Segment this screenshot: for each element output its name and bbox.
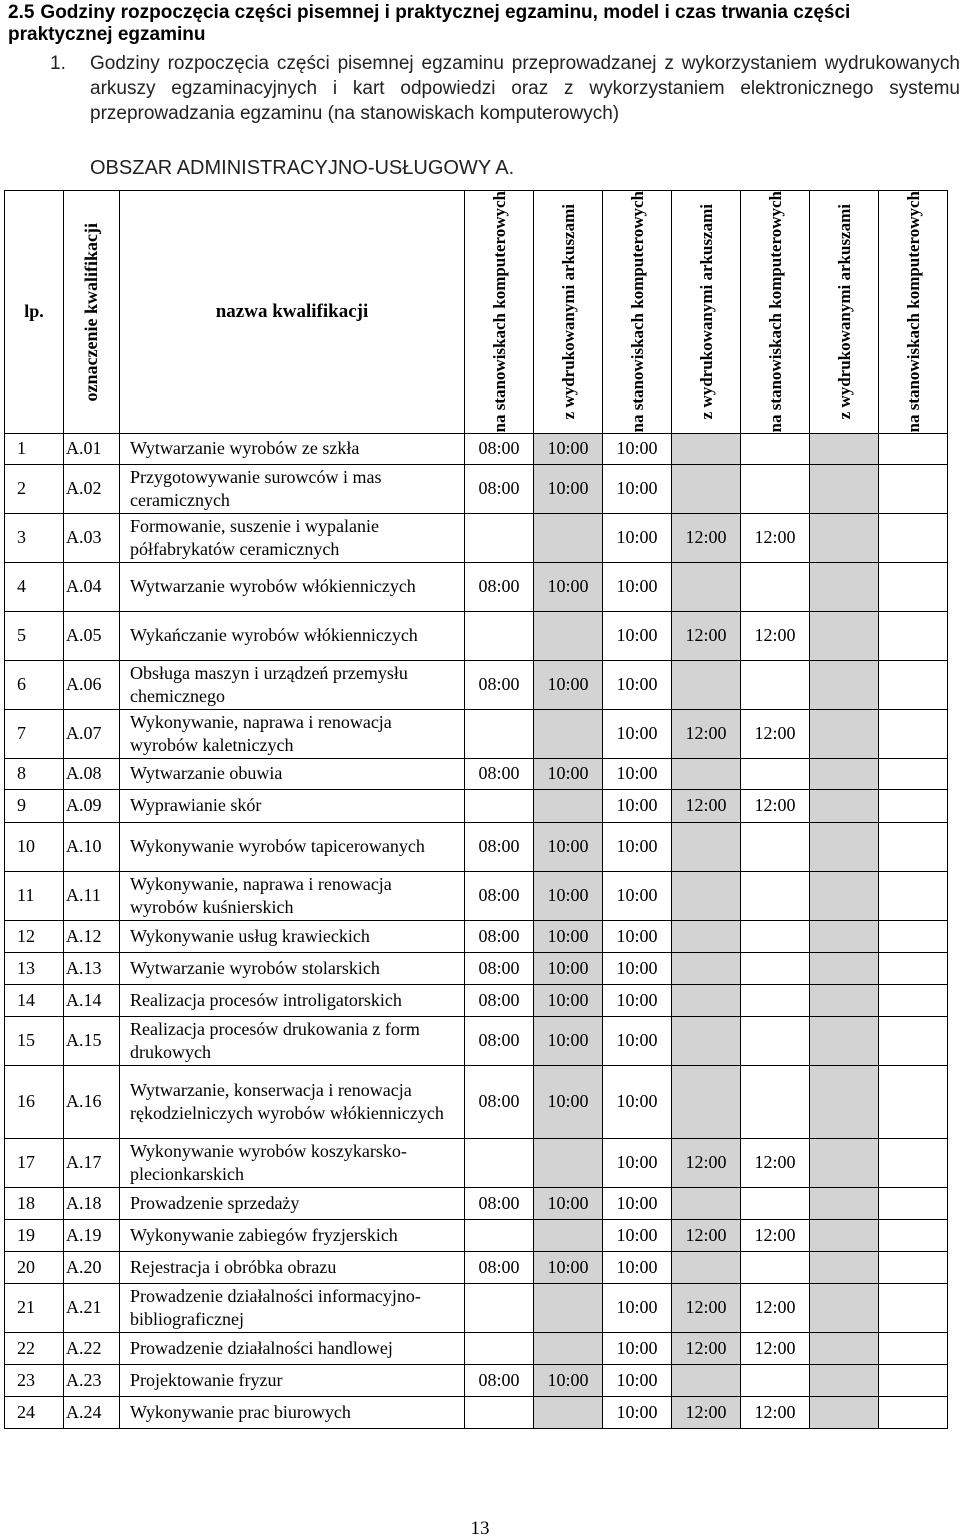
row-name: Wyprawianie skór <box>120 789 465 822</box>
row-time-col-2: 10:00 <box>534 1364 603 1396</box>
row-time-col-6 <box>810 464 879 513</box>
row-time-col-3: 10:00 <box>603 1187 672 1219</box>
row-time-col-2: 10:00 <box>534 1251 603 1283</box>
row-time-col-2 <box>534 513 603 562</box>
row-time-col-7 <box>879 758 948 789</box>
row-time-col-4 <box>672 822 741 871</box>
row-time-col-1: 08:00 <box>465 1364 534 1396</box>
row-time-col-6 <box>810 789 879 822</box>
row-time-col-1 <box>465 789 534 822</box>
row-time-col-6 <box>810 1251 879 1283</box>
row-time-col-4 <box>672 1251 741 1283</box>
row-time-col-5 <box>741 758 810 789</box>
row-time-col-6 <box>810 920 879 952</box>
header-col-3: na stanowiskach komputerowych <box>603 191 672 434</box>
row-code: A.10 <box>64 822 120 871</box>
table-row <box>5 758 948 789</box>
row-time-col-5 <box>741 1016 810 1065</box>
row-time-col-2: 10:00 <box>534 660 603 709</box>
row-name: Realizacja procesów drukowania z form drukowych <box>120 1016 465 1065</box>
header-col-6: z wydrukowanymi arkuszami <box>810 191 879 434</box>
row-time-col-5 <box>741 660 810 709</box>
row-time-col-2 <box>534 1332 603 1364</box>
row-time-col-6 <box>810 952 879 984</box>
row-time-col-1 <box>465 1332 534 1364</box>
row-name: Wykonywanie, naprawa i renowacja wyrobów kuśnierskich <box>120 871 465 920</box>
row-time-col-7 <box>879 464 948 513</box>
row-time-col-7 <box>879 562 948 611</box>
row-time-col-4 <box>672 1065 741 1138</box>
row-time-col-7 <box>879 1016 948 1065</box>
row-code: A.05 <box>64 611 120 660</box>
row-time-col-7 <box>879 920 948 952</box>
row-name: Wytwarzanie wyrobów ze szkła <box>120 433 465 464</box>
table-row <box>5 433 948 464</box>
header-qualification-name: nazwa kwalifikacji <box>120 191 465 434</box>
row-time-col-6 <box>810 562 879 611</box>
row-time-col-2: 10:00 <box>534 822 603 871</box>
row-time-col-3: 10:00 <box>603 952 672 984</box>
row-time-col-2 <box>534 611 603 660</box>
row-lp: 23 <box>5 1364 64 1396</box>
row-time-col-2: 10:00 <box>534 464 603 513</box>
row-lp: 12 <box>5 920 64 952</box>
table-row <box>5 952 948 984</box>
row-code: A.04 <box>64 562 120 611</box>
row-time-col-2 <box>534 1283 603 1332</box>
row-time-col-2: 10:00 <box>534 984 603 1016</box>
row-name: Obsługa maszyn i urządzeń przemysłu chemicznego <box>120 660 465 709</box>
row-time-col-1: 08:00 <box>465 433 534 464</box>
row-time-col-2: 10:00 <box>534 920 603 952</box>
row-time-col-3: 10:00 <box>603 464 672 513</box>
row-time-col-3: 10:00 <box>603 984 672 1016</box>
table-row <box>5 1251 948 1283</box>
row-name: Projektowanie fryzur <box>120 1364 465 1396</box>
row-time-col-4: 12:00 <box>672 1283 741 1332</box>
row-code: A.21 <box>64 1283 120 1332</box>
row-time-col-3: 10:00 <box>603 709 672 758</box>
row-time-col-6 <box>810 1283 879 1332</box>
row-time-col-7 <box>879 513 948 562</box>
row-time-col-4: 12:00 <box>672 789 741 822</box>
table-row <box>5 920 948 952</box>
row-name: Wytwarzanie obuwia <box>120 758 465 789</box>
row-time-col-7 <box>879 1283 948 1332</box>
row-time-col-3: 10:00 <box>603 871 672 920</box>
row-code: A.03 <box>64 513 120 562</box>
row-time-col-6 <box>810 1187 879 1219</box>
table-row <box>5 660 948 709</box>
row-time-col-6 <box>810 1219 879 1251</box>
row-time-col-6 <box>810 1396 879 1428</box>
row-time-col-3: 10:00 <box>603 1332 672 1364</box>
row-name: Wytwarzanie wyrobów stolarskich <box>120 952 465 984</box>
row-time-col-4 <box>672 952 741 984</box>
row-time-col-7 <box>879 1251 948 1283</box>
row-name: Wykańczanie wyrobów włókienniczych <box>120 611 465 660</box>
row-time-col-5 <box>741 1251 810 1283</box>
row-code: A.20 <box>64 1251 120 1283</box>
row-time-col-4: 12:00 <box>672 1332 741 1364</box>
row-name: Wykonywanie, naprawa i renowacja wyrobów kaletniczych <box>120 709 465 758</box>
row-time-col-2: 10:00 <box>534 1065 603 1138</box>
row-code: A.17 <box>64 1138 120 1187</box>
row-code: A.08 <box>64 758 120 789</box>
row-time-col-1: 08:00 <box>465 1016 534 1065</box>
row-code: A.07 <box>64 709 120 758</box>
row-time-col-4: 12:00 <box>672 1219 741 1251</box>
row-time-col-7 <box>879 1187 948 1219</box>
row-code: A.23 <box>64 1364 120 1396</box>
row-time-col-5: 12:00 <box>741 611 810 660</box>
row-name: Przygotowywanie surowców i mas ceramicznych <box>120 464 465 513</box>
row-time-col-1 <box>465 1138 534 1187</box>
row-time-col-2: 10:00 <box>534 758 603 789</box>
row-time-col-5 <box>741 871 810 920</box>
row-time-col-1: 08:00 <box>465 822 534 871</box>
row-time-col-3: 10:00 <box>603 1396 672 1428</box>
row-time-col-3: 10:00 <box>603 1138 672 1187</box>
row-name: Wykonywanie wyrobów koszykarsko-plecionkarskich <box>120 1138 465 1187</box>
list-item-1 <box>50 51 960 126</box>
row-code: A.06 <box>64 660 120 709</box>
row-time-col-1: 08:00 <box>465 464 534 513</box>
row-lp: 22 <box>5 1332 64 1364</box>
row-code: A.11 <box>64 871 120 920</box>
table-body <box>5 433 948 1428</box>
row-time-col-5: 12:00 <box>741 1283 810 1332</box>
row-name: Wytwarzanie, konserwacja i renowacja rękodzielniczych wyrobów włókienniczych <box>120 1065 465 1138</box>
row-time-col-7 <box>879 871 948 920</box>
row-time-col-2: 10:00 <box>534 952 603 984</box>
row-time-col-7 <box>879 984 948 1016</box>
header-col-4: z wydrukowanymi arkuszami <box>672 191 741 434</box>
row-time-col-1 <box>465 1219 534 1251</box>
row-time-col-3: 10:00 <box>603 433 672 464</box>
row-time-col-1: 08:00 <box>465 1187 534 1219</box>
row-time-col-2 <box>534 709 603 758</box>
row-time-col-6 <box>810 1364 879 1396</box>
row-lp: 15 <box>5 1016 64 1065</box>
row-code: A.24 <box>64 1396 120 1428</box>
row-time-col-2: 10:00 <box>534 562 603 611</box>
row-lp: 1 <box>5 433 64 464</box>
row-code: A.01 <box>64 433 120 464</box>
row-time-col-1 <box>465 1396 534 1428</box>
row-name: Realizacja procesów introligatorskich <box>120 984 465 1016</box>
row-time-col-3: 10:00 <box>603 789 672 822</box>
row-time-col-5 <box>741 1065 810 1138</box>
row-lp: 24 <box>5 1396 64 1428</box>
row-time-col-7 <box>879 822 948 871</box>
row-time-col-4 <box>672 758 741 789</box>
table-row <box>5 1396 948 1428</box>
table-row <box>5 822 948 871</box>
row-time-col-4 <box>672 464 741 513</box>
row-time-col-3: 10:00 <box>603 660 672 709</box>
row-time-col-1: 08:00 <box>465 758 534 789</box>
row-lp: 21 <box>5 1283 64 1332</box>
row-name: Wytwarzanie wyrobów włókienniczych <box>120 562 465 611</box>
row-lp: 8 <box>5 758 64 789</box>
row-time-col-1: 08:00 <box>465 1065 534 1138</box>
row-time-col-3: 10:00 <box>603 920 672 952</box>
row-time-col-4 <box>672 1187 741 1219</box>
row-time-col-5: 12:00 <box>741 513 810 562</box>
row-name: Prowadzenie sprzedaży <box>120 1187 465 1219</box>
table-header-row <box>5 191 948 434</box>
row-time-col-7 <box>879 789 948 822</box>
row-code: A.18 <box>64 1187 120 1219</box>
row-time-col-5 <box>741 984 810 1016</box>
row-time-col-4 <box>672 562 741 611</box>
table-row <box>5 871 948 920</box>
row-code: A.19 <box>64 1219 120 1251</box>
row-name: Wykonywanie usług krawieckich <box>120 920 465 952</box>
row-lp: 18 <box>5 1187 64 1219</box>
table-row <box>5 1065 948 1138</box>
table-row <box>5 984 948 1016</box>
row-name: Rejestracja i obróbka obrazu <box>120 1251 465 1283</box>
table-row <box>5 464 948 513</box>
row-lp: 6 <box>5 660 64 709</box>
row-code: A.15 <box>64 1016 120 1065</box>
row-name: Wykonywanie wyrobów tapicerowanych <box>120 822 465 871</box>
row-time-col-2: 10:00 <box>534 433 603 464</box>
row-time-col-6 <box>810 822 879 871</box>
row-time-col-5 <box>741 1187 810 1219</box>
row-time-col-3: 10:00 <box>603 758 672 789</box>
row-time-col-4 <box>672 660 741 709</box>
row-lp: 5 <box>5 611 64 660</box>
row-lp: 13 <box>5 952 64 984</box>
row-time-col-3: 10:00 <box>603 1283 672 1332</box>
row-time-col-2: 10:00 <box>534 1016 603 1065</box>
row-time-col-1 <box>465 709 534 758</box>
table-row <box>5 513 948 562</box>
row-time-col-6 <box>810 433 879 464</box>
row-time-col-7 <box>879 1138 948 1187</box>
row-time-col-2 <box>534 789 603 822</box>
row-name: Prowadzenie działalności informacyjno-bibliograficznej <box>120 1283 465 1332</box>
row-time-col-7 <box>879 1332 948 1364</box>
row-time-col-4 <box>672 920 741 952</box>
row-time-col-4 <box>672 871 741 920</box>
table-row <box>5 789 948 822</box>
header-qualification-code: oznaczenie kwalifikacji <box>64 191 120 434</box>
row-time-col-7 <box>879 1065 948 1138</box>
row-time-col-2 <box>534 1138 603 1187</box>
header-col-5: na stanowiskach komputerowych <box>741 191 810 434</box>
row-time-col-4 <box>672 433 741 464</box>
row-time-col-5: 12:00 <box>741 1138 810 1187</box>
row-name: Wykonywanie prac biurowych <box>120 1396 465 1428</box>
row-time-col-7 <box>879 433 948 464</box>
row-time-col-6 <box>810 1332 879 1364</box>
row-time-col-4: 12:00 <box>672 513 741 562</box>
row-code: A.13 <box>64 952 120 984</box>
table-row <box>5 1219 948 1251</box>
row-time-col-2 <box>534 1219 603 1251</box>
row-lp: 16 <box>5 1065 64 1138</box>
row-time-col-7 <box>879 1219 948 1251</box>
section-heading <box>8 2 958 46</box>
row-time-col-1: 08:00 <box>465 871 534 920</box>
row-time-col-6 <box>810 709 879 758</box>
row-lp: 2 <box>5 464 64 513</box>
row-time-col-3: 10:00 <box>603 822 672 871</box>
row-lp: 4 <box>5 562 64 611</box>
row-time-col-7 <box>879 660 948 709</box>
row-code: A.14 <box>64 984 120 1016</box>
row-time-col-3: 10:00 <box>603 562 672 611</box>
table-row <box>5 1332 948 1364</box>
row-time-col-6 <box>810 513 879 562</box>
row-time-col-6 <box>810 660 879 709</box>
row-code: A.16 <box>64 1065 120 1138</box>
row-time-col-4: 12:00 <box>672 611 741 660</box>
row-time-col-4: 12:00 <box>672 1138 741 1187</box>
row-time-col-3: 10:00 <box>603 1251 672 1283</box>
row-time-col-5 <box>741 822 810 871</box>
row-time-col-3: 10:00 <box>603 1016 672 1065</box>
row-time-col-4: 12:00 <box>672 709 741 758</box>
row-time-col-6 <box>810 984 879 1016</box>
row-time-col-2 <box>534 1396 603 1428</box>
schedule-table <box>4 190 948 1429</box>
row-time-col-1 <box>465 513 534 562</box>
table-row <box>5 709 948 758</box>
row-time-col-1: 08:00 <box>465 984 534 1016</box>
row-time-col-6 <box>810 871 879 920</box>
header-col-7: na stanowiskach komputerowych <box>879 191 948 434</box>
row-time-col-1: 08:00 <box>465 1251 534 1283</box>
row-time-col-3: 10:00 <box>603 611 672 660</box>
row-time-col-3: 10:00 <box>603 1065 672 1138</box>
row-time-col-1: 08:00 <box>465 920 534 952</box>
row-time-col-7 <box>879 709 948 758</box>
row-time-col-5: 12:00 <box>741 789 810 822</box>
row-lp: 17 <box>5 1138 64 1187</box>
header-lp: lp. <box>5 191 64 434</box>
table-row <box>5 1187 948 1219</box>
row-lp: 14 <box>5 984 64 1016</box>
row-time-col-7 <box>879 1396 948 1428</box>
page-number: 13 <box>470 1518 490 1539</box>
row-lp: 3 <box>5 513 64 562</box>
row-time-col-6 <box>810 1016 879 1065</box>
row-time-col-5 <box>741 433 810 464</box>
table-row <box>5 1283 948 1332</box>
area-title: OBSZAR ADMINISTRACYJNO-USŁUGOWY A. <box>90 157 515 179</box>
list-item-number: 1. <box>50 53 66 74</box>
row-time-col-2: 10:00 <box>534 871 603 920</box>
row-code: A.09 <box>64 789 120 822</box>
row-name: Prowadzenie działalności handlowej <box>120 1332 465 1364</box>
table-row <box>5 1016 948 1065</box>
row-time-col-5 <box>741 920 810 952</box>
row-name: Wykonywanie zabiegów fryzjerskich <box>120 1219 465 1251</box>
list-item-text: Godziny rozpoczęcia części pisemnej egzaminu przeprowadzanej z wykorzystaniem wydrukowanych arkuszy egzaminacyjnych i kart odpowiedzi oraz z wykorzystaniem elektronicznego systemu przeprowadzania egzaminu (na stanowiskach komputerowych) <box>90 53 960 124</box>
row-time-col-1: 08:00 <box>465 952 534 984</box>
row-code: A.12 <box>64 920 120 952</box>
row-time-col-4 <box>672 1016 741 1065</box>
row-time-col-6 <box>810 758 879 789</box>
row-time-col-4 <box>672 984 741 1016</box>
table-row <box>5 1138 948 1187</box>
header-col-2: z wydrukowanymi arkuszami <box>534 191 603 434</box>
row-time-col-3: 10:00 <box>603 1219 672 1251</box>
row-code: A.22 <box>64 1332 120 1364</box>
row-time-col-5: 12:00 <box>741 1332 810 1364</box>
row-time-col-1: 08:00 <box>465 562 534 611</box>
row-time-col-5: 12:00 <box>741 1219 810 1251</box>
row-time-col-7 <box>879 611 948 660</box>
row-time-col-2: 10:00 <box>534 1187 603 1219</box>
table-row <box>5 562 948 611</box>
row-time-col-5: 12:00 <box>741 1396 810 1428</box>
row-name: Formowanie, suszenie i wypalanie półfabrykatów ceramicznych <box>120 513 465 562</box>
table-row <box>5 1364 948 1396</box>
row-time-col-7 <box>879 952 948 984</box>
row-time-col-1 <box>465 611 534 660</box>
row-time-col-3: 10:00 <box>603 513 672 562</box>
row-lp: 11 <box>5 871 64 920</box>
row-time-col-5 <box>741 464 810 513</box>
row-time-col-4 <box>672 1364 741 1396</box>
row-time-col-5 <box>741 1364 810 1396</box>
section-number: 2.5 <box>8 2 35 23</box>
row-lp: 10 <box>5 822 64 871</box>
row-lp: 9 <box>5 789 64 822</box>
header-col-1: na stanowiskach komputerowych <box>465 191 534 434</box>
row-time-col-5 <box>741 562 810 611</box>
row-time-col-6 <box>810 1138 879 1187</box>
row-lp: 20 <box>5 1251 64 1283</box>
row-time-col-6 <box>810 1065 879 1138</box>
row-time-col-4: 12:00 <box>672 1396 741 1428</box>
row-time-col-3: 10:00 <box>603 1364 672 1396</box>
table-row <box>5 611 948 660</box>
section-title: Godziny rozpoczęcia części pisemnej i praktycznej egzaminu, model i czas trwania części praktycznej egzaminu <box>8 2 851 45</box>
row-time-col-1 <box>465 1283 534 1332</box>
row-time-col-5: 12:00 <box>741 709 810 758</box>
row-time-col-5 <box>741 952 810 984</box>
row-time-col-6 <box>810 611 879 660</box>
row-lp: 19 <box>5 1219 64 1251</box>
row-code: A.02 <box>64 464 120 513</box>
row-lp: 7 <box>5 709 64 758</box>
row-time-col-7 <box>879 1364 948 1396</box>
row-time-col-1: 08:00 <box>465 660 534 709</box>
